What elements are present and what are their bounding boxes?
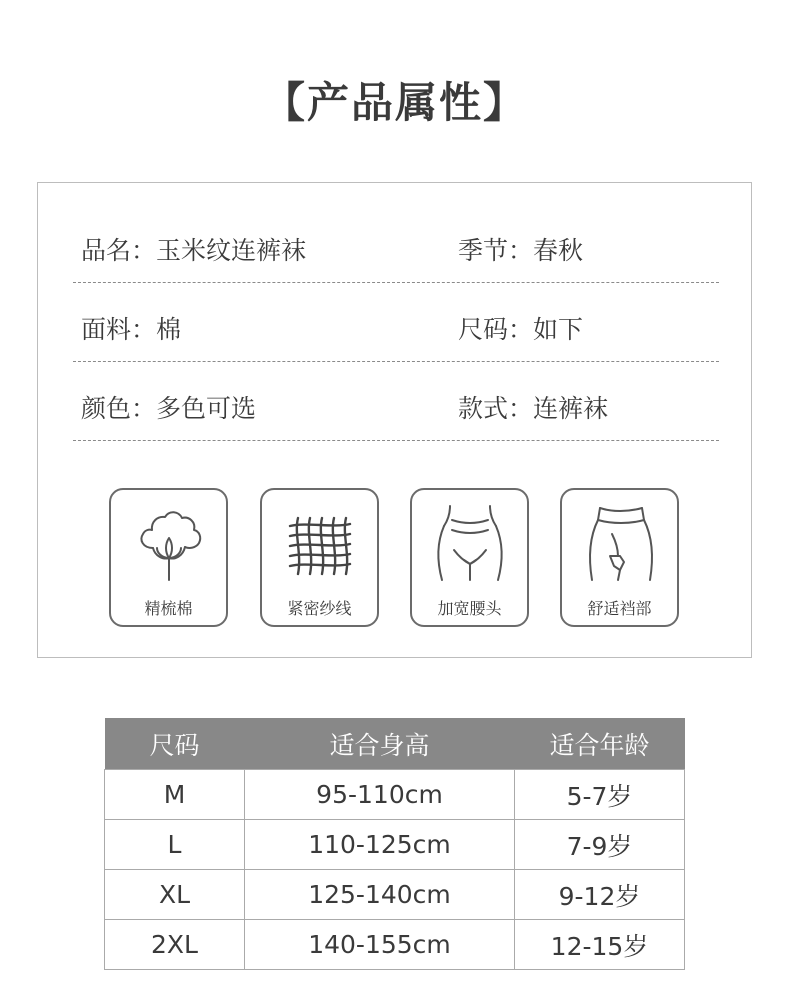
table-row bbox=[105, 770, 685, 820]
attributes-panel bbox=[37, 182, 752, 658]
cell-size: 2XL bbox=[105, 920, 245, 970]
cotton-icon bbox=[125, 500, 213, 588]
table-row bbox=[105, 920, 685, 970]
attribute-row bbox=[73, 203, 719, 283]
attribute-row bbox=[73, 282, 719, 362]
attribute-season: 季节：春秋 bbox=[458, 236, 584, 265]
page-title: 【产品属性】 bbox=[262, 78, 527, 127]
feature-label: 精梳棉 bbox=[144, 599, 193, 618]
cell-age: 9-12岁 bbox=[515, 870, 685, 920]
feature-label: 紧密纱线 bbox=[287, 599, 352, 618]
cell-size: M bbox=[105, 770, 245, 820]
attribute-row bbox=[73, 361, 719, 441]
cell-age: 7-9岁 bbox=[515, 820, 685, 870]
feature-card-cotton bbox=[109, 488, 228, 627]
attribute-fabric: 面料：棉 bbox=[81, 315, 182, 344]
attribute-size: 尺码：如下 bbox=[458, 315, 584, 344]
cell-size: L bbox=[105, 820, 245, 870]
table-header-row bbox=[105, 718, 685, 770]
cell-age: 12-15岁 bbox=[515, 920, 685, 970]
attribute-style: 款式：连裤袜 bbox=[458, 394, 609, 423]
feature-card-crotch bbox=[560, 488, 679, 627]
cell-height: 125-140cm bbox=[245, 870, 515, 920]
column-header-size: 尺码 bbox=[105, 718, 245, 770]
cell-age: 5-7岁 bbox=[515, 770, 685, 820]
cell-height: 140-155cm bbox=[245, 920, 515, 970]
column-header-height: 适合身高 bbox=[245, 718, 515, 770]
column-header-age: 适合年龄 bbox=[515, 718, 685, 770]
table-row bbox=[105, 870, 685, 920]
feature-card-waistband bbox=[410, 488, 529, 627]
cell-height: 110-125cm bbox=[245, 820, 515, 870]
table-row bbox=[105, 820, 685, 870]
waistband-icon bbox=[426, 500, 514, 588]
attribute-name: 品名：玉米纹连裤袜 bbox=[81, 236, 307, 265]
feature-card-mesh bbox=[260, 488, 379, 627]
cell-height: 95-110cm bbox=[245, 770, 515, 820]
attribute-color: 颜色：多色可选 bbox=[81, 394, 257, 423]
size-table bbox=[104, 718, 685, 970]
feature-label: 舒适裆部 bbox=[587, 599, 652, 618]
mesh-icon bbox=[276, 500, 364, 588]
crotch-icon bbox=[576, 500, 664, 588]
feature-label: 加宽腰头 bbox=[437, 599, 502, 618]
cell-size: XL bbox=[105, 870, 245, 920]
